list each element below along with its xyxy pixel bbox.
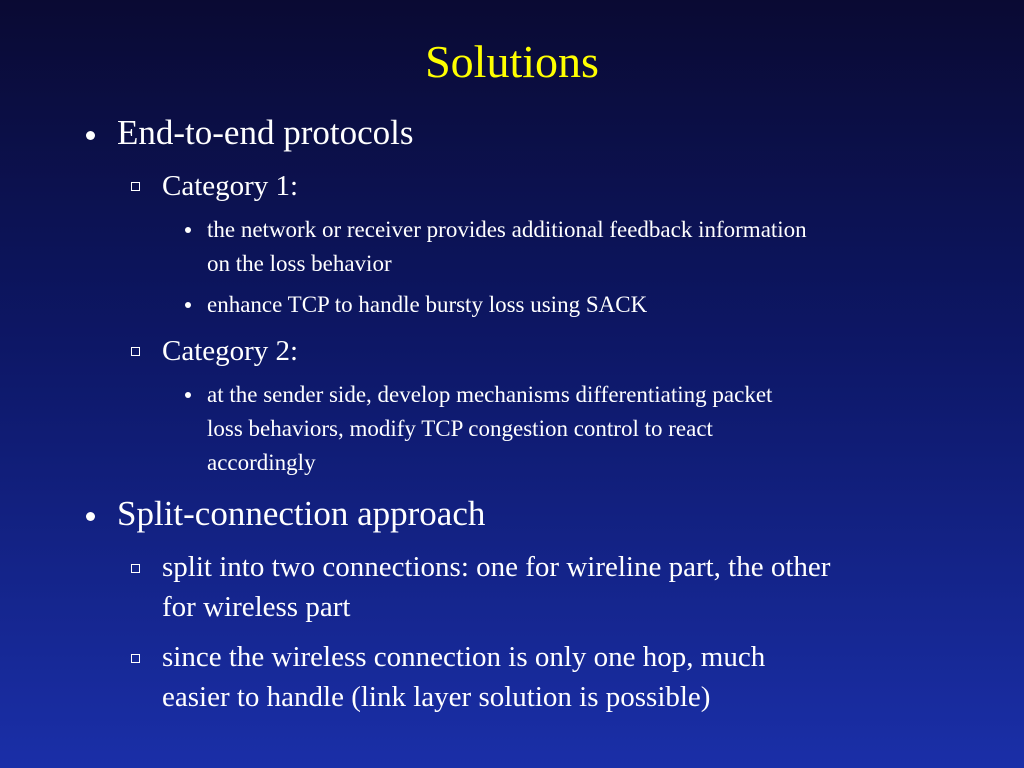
bullet-split-connection: Split-connection approach <box>117 494 486 533</box>
square-bullet-icon <box>131 564 140 573</box>
point-feedback-line-1: the network or receiver provides additional feedback information <box>207 217 807 242</box>
point-feedback-line-2: on the loss behavior <box>207 251 392 276</box>
bullet-dot-icon <box>185 227 191 233</box>
subitem-wireless-line-2: easier to handle (link layer solution is possible) <box>162 681 711 713</box>
square-bullet-icon <box>131 654 140 663</box>
subitem-category-1: Category 1: <box>162 170 299 202</box>
subitem-split-line-1: split into two connections: one for wireline part, the other <box>162 551 831 583</box>
square-bullet-icon <box>131 347 140 356</box>
subitem-wireless-line-1: since the wireless connection is only one hop, much <box>162 641 766 673</box>
point-sack: enhance TCP to handle bursty loss using SACK <box>207 292 648 317</box>
slide-title: Solutions <box>425 36 599 87</box>
square-bullet-icon <box>131 182 140 191</box>
subitem-category-2: Category 2: <box>162 335 299 367</box>
subitem-split-line-2: for wireless part <box>162 591 351 623</box>
point-sender-line-3: accordingly <box>207 450 316 475</box>
point-sender-line-2: loss behaviors, modify TCP congestion control to react <box>207 416 713 441</box>
point-sender-line-1: at the sender side, develop mechanisms differentiating packet <box>207 382 773 407</box>
bullet-dot-icon <box>185 392 191 398</box>
bullet-end-to-end: End-to-end protocols <box>117 113 414 152</box>
bullet-dot-icon <box>185 302 191 308</box>
bullet-dot-icon <box>86 512 95 521</box>
bullet-dot-icon <box>86 131 95 140</box>
